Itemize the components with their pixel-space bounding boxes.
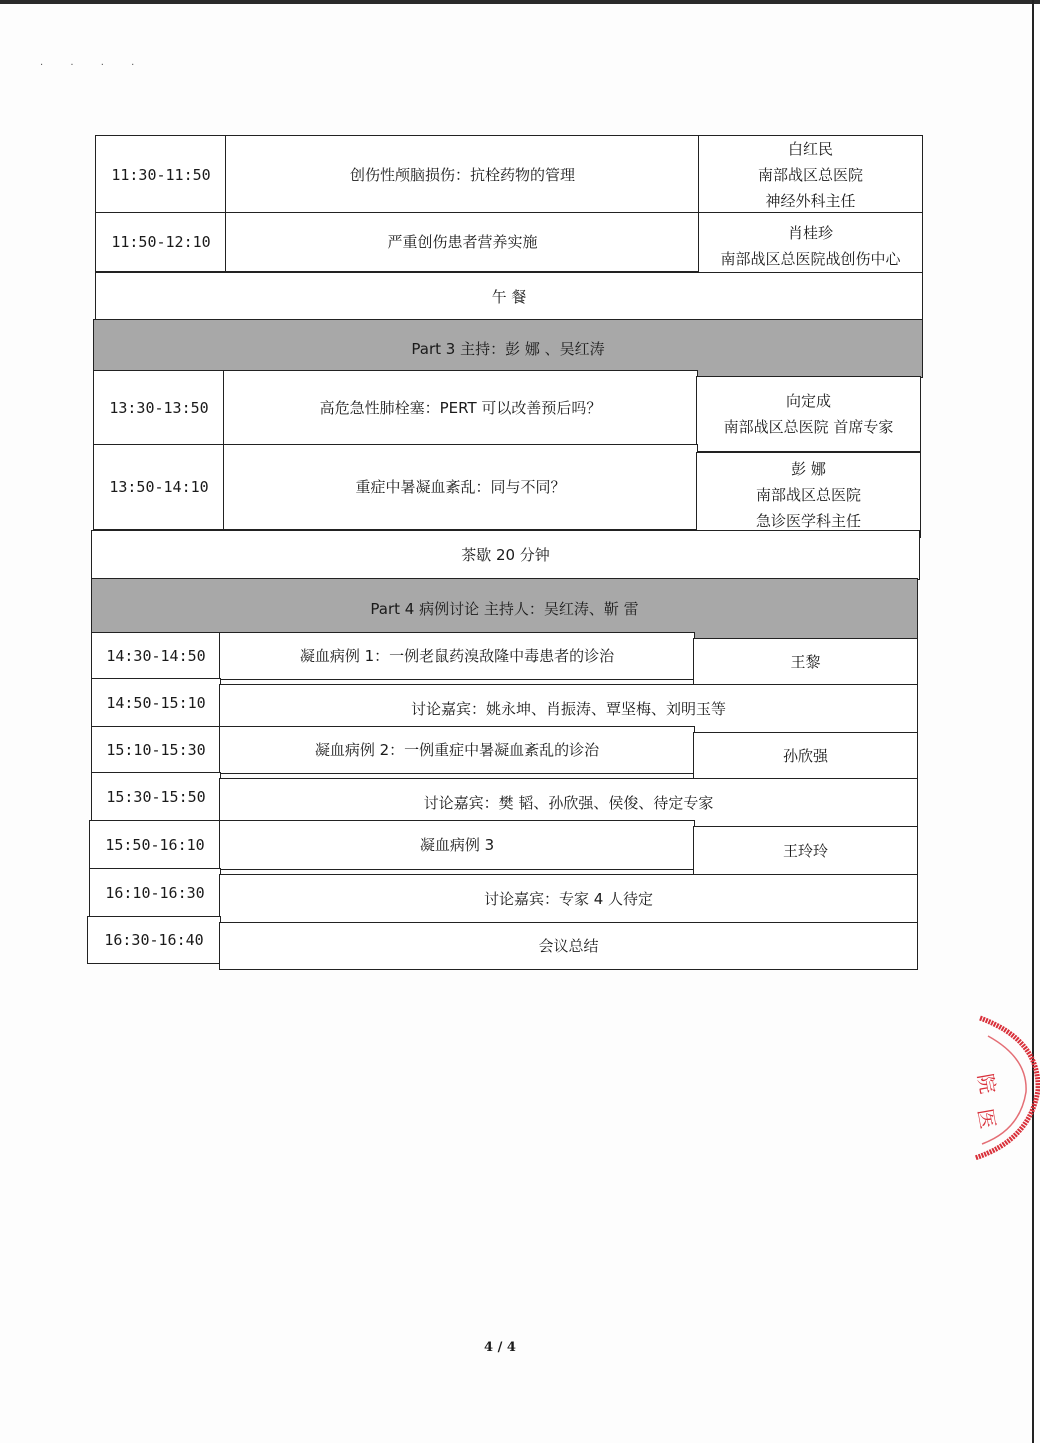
- topic-cell: 凝血病例 1：一例老鼠药溴敌隆中毒患者的诊治: [219, 632, 695, 680]
- speaker-name: 白红民: [787, 139, 833, 158]
- speaker-affiliation: 南部战区总医院 首席专家: [723, 418, 894, 436]
- time-cell: 15:10-15:30: [91, 726, 221, 774]
- speaker-cell: [698, 212, 923, 280]
- speaker-name: 彭 娜: [791, 460, 826, 478]
- part4-header: Part 4 病例讨论 主持人：吴红涛、靳 雷: [91, 578, 918, 639]
- time-cell: 16:10-16:30: [89, 868, 221, 918]
- speaker-name: 王黎: [790, 653, 821, 671]
- topic-cell: 凝血病例 3: [219, 820, 695, 870]
- speaker-title: 急诊医学科主任: [755, 512, 861, 530]
- part3-header: Part 3 主持：彭 娜 、吴红涛: [93, 319, 923, 378]
- topic-cell: 创伤性颅脑损伤：抗栓药物的管理: [225, 135, 700, 214]
- speaker-name: 向定成: [785, 392, 831, 410]
- speaker-cell: [693, 826, 918, 876]
- time-cell: 13:30-13:50: [93, 370, 225, 446]
- discussion-cell: 讨论嘉宾：樊 韬、孙欣强、侯俊、待定专家: [219, 778, 918, 828]
- speaker-cell: [696, 452, 921, 538]
- time-cell: 13:50-14:10: [93, 444, 225, 530]
- time-cell: 14:30-14:50: [91, 632, 221, 680]
- summary-cell: 会议总结: [219, 922, 918, 970]
- scan-specks: · · · ·: [40, 60, 147, 71]
- time-cell: 15:50-16:10: [89, 820, 221, 870]
- tea-break-row: 茶歇 20 分钟: [91, 530, 920, 580]
- speaker-affiliation: 南部战区总医院: [757, 165, 863, 184]
- discussion-cell: 讨论嘉宾：姚永坤、肖振涛、覃坚梅、刘明玉等: [219, 684, 918, 734]
- speaker-cell: [693, 638, 918, 686]
- topic-cell: 严重创伤患者营养实施: [225, 212, 700, 272]
- speaker-name: 孙欣强: [782, 747, 828, 765]
- speaker-cell: [698, 135, 923, 214]
- lunch-row: 午 餐: [95, 272, 923, 321]
- speaker-affiliation: 南部战区总医院战创伤中心: [720, 250, 901, 268]
- speaker-cell: [693, 732, 918, 780]
- speaker-affiliation: 南部战区总医院: [755, 486, 861, 504]
- discussion-cell: 讨论嘉宾：专家 4 人待定: [219, 874, 918, 924]
- speaker-title: 神经外科主任: [765, 191, 856, 210]
- time-cell: 14:50-15:10: [91, 678, 221, 728]
- time-cell: 16:30-16:40: [87, 916, 221, 964]
- red-seal-stamp: [960, 1010, 1040, 1160]
- topic-cell: 凝血病例 2：一例重症中暑凝血紊乱的诊治: [219, 726, 695, 774]
- speaker-cell: [696, 376, 921, 452]
- speaker-name: 王玲玲: [782, 842, 828, 860]
- speaker-name: 肖桂珍: [787, 224, 833, 242]
- svg-text:院: 院: [973, 1071, 1001, 1096]
- topic-cell: 重症中暑凝血紊乱：同与不同？: [223, 444, 698, 530]
- time-cell: 11:50-12:10: [95, 212, 227, 272]
- time-cell: 15:30-15:50: [91, 772, 221, 822]
- svg-text:医: 医: [973, 1106, 1001, 1131]
- page-number: 4 / 4: [484, 1340, 516, 1355]
- time-cell: 11:30-11:50: [95, 135, 227, 214]
- topic-cell: 高危急性肺栓塞：PERT 可以改善预后吗？: [223, 370, 698, 446]
